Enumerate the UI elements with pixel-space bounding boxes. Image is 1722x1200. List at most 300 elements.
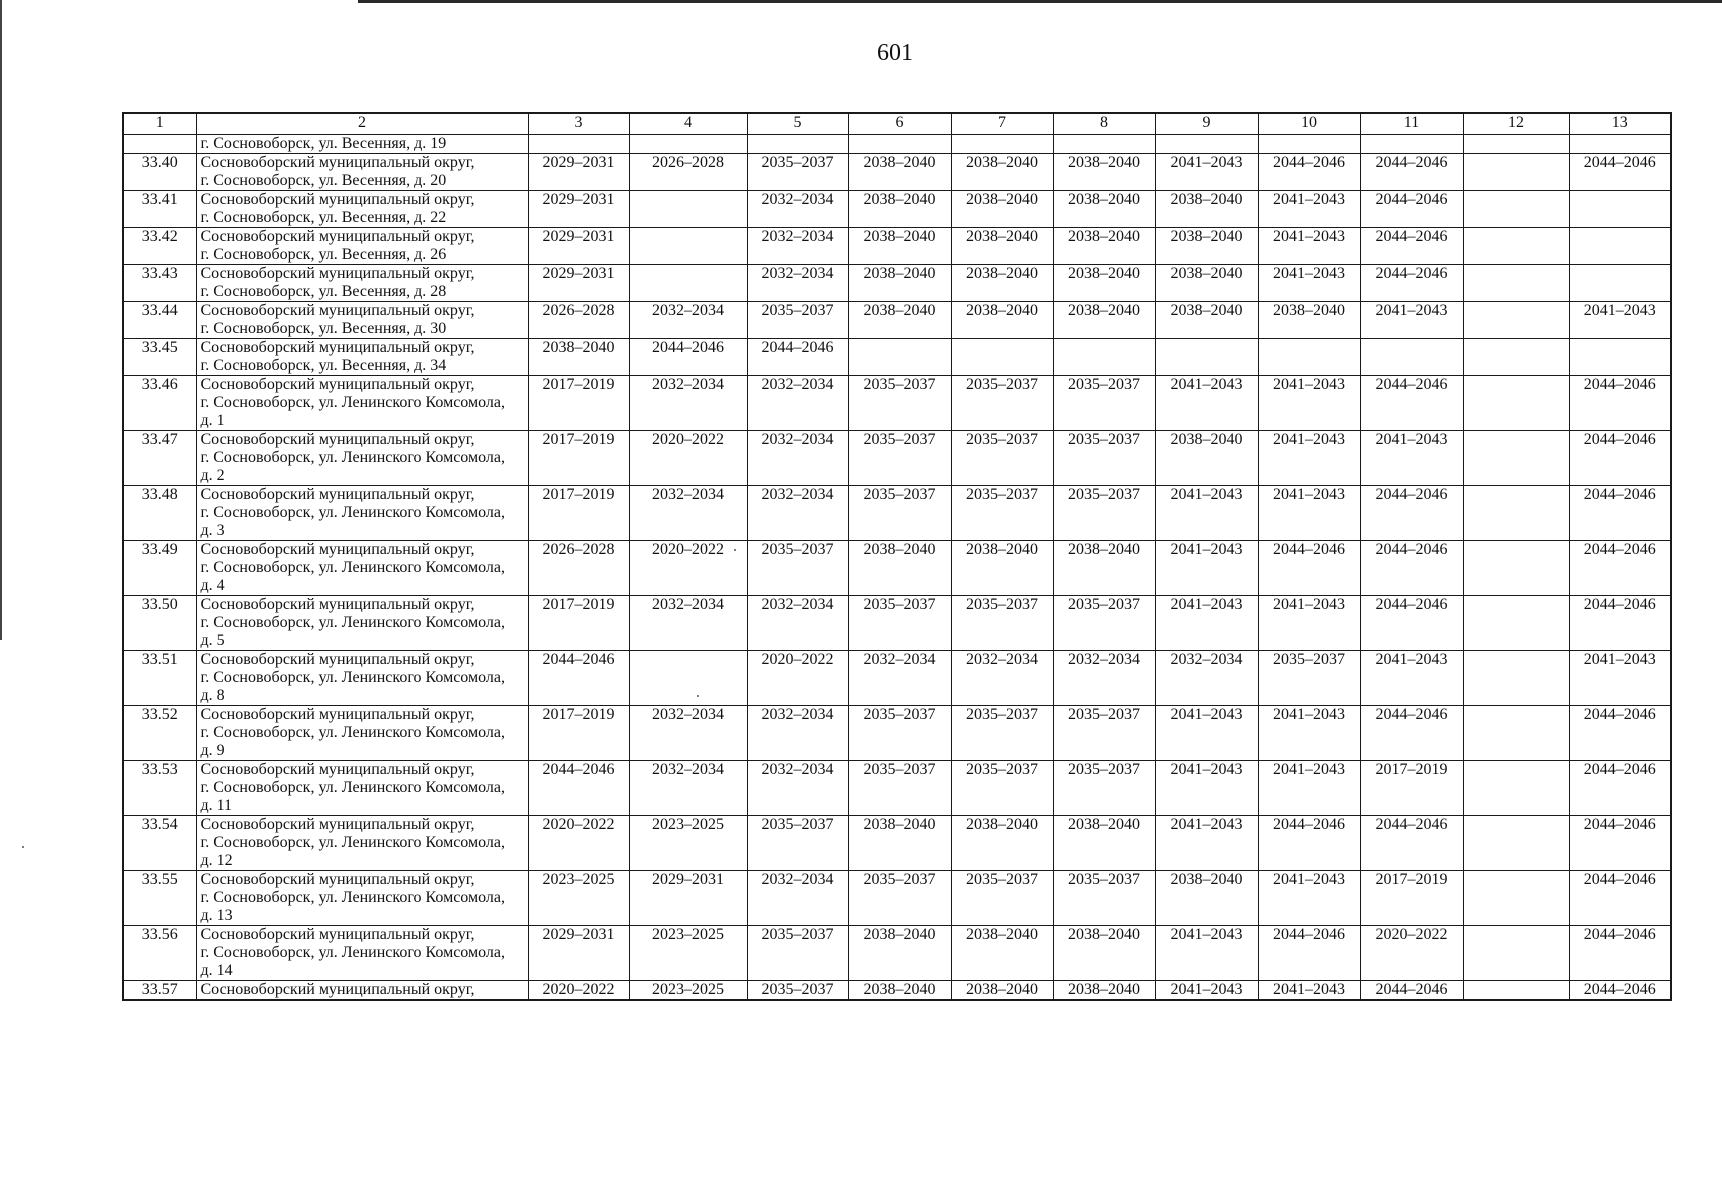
schedule-table <box>122 112 1672 1001</box>
period-cell: 2044–2046 <box>1360 486 1463 541</box>
table-row <box>123 302 1671 339</box>
period-cell: 2038–2040 <box>848 228 951 265</box>
address-line: Сосновоборский муниципальный округ, <box>200 541 475 558</box>
period-cell: 2032–2034 <box>747 761 848 816</box>
period-cell: 2023–2025 <box>528 871 629 926</box>
period-cell: 2032–2034 <box>747 596 848 651</box>
column-header: 9 <box>1155 113 1258 135</box>
period-cell: 2035–2037 <box>848 761 951 816</box>
address-cell <box>196 596 528 651</box>
period-cell: 2032–2034 <box>747 706 848 761</box>
address-line: г. Сосновоборск, ул. Ленинского Комсомола, <box>200 394 505 411</box>
period-cell: 2032–2034 <box>1053 651 1155 706</box>
period-cell <box>1463 431 1569 486</box>
period-cell: 2044–2046 <box>1569 706 1671 761</box>
address-line: Сосновоборский муниципальный округ, <box>200 376 475 393</box>
period-cell <box>629 135 747 154</box>
period-cell <box>629 651 747 706</box>
address-cell <box>196 265 528 302</box>
period-cell <box>1463 154 1569 191</box>
row-number-cell: 33.55 <box>123 871 196 926</box>
period-cell: 2038–2040 <box>1155 431 1258 486</box>
address-cell <box>196 981 528 1001</box>
period-cell <box>951 339 1053 376</box>
period-cell: 2044–2046 <box>1569 926 1671 981</box>
period-cell: 2041–2043 <box>1360 651 1463 706</box>
period-cell: 2041–2043 <box>1155 816 1258 871</box>
period-cell: 2041–2043 <box>1258 871 1360 926</box>
address-cell <box>196 302 528 339</box>
period-cell: 2038–2040 <box>1053 981 1155 1001</box>
period-cell: 2035–2037 <box>1258 651 1360 706</box>
period-cell: 2023–2025 <box>629 981 747 1001</box>
period-cell: 2041–2043 <box>1155 706 1258 761</box>
address-line: г. Сосновоборск, ул. Весенняя, д. 22 <box>200 209 447 226</box>
address-line: Сосновоборский муниципальный округ, <box>200 706 475 723</box>
period-cell: 2035–2037 <box>848 706 951 761</box>
period-cell: 2044–2046 <box>1258 816 1360 871</box>
address-line: г. Сосновоборск, ул. Ленинского Комсомола, <box>200 669 505 686</box>
period-cell <box>1463 926 1569 981</box>
period-cell <box>1463 302 1569 339</box>
address-line: Сосновоборский муниципальный округ, <box>200 486 475 503</box>
period-cell: 2044–2046 <box>528 651 629 706</box>
period-cell <box>1463 376 1569 431</box>
row-number-cell: 33.45 <box>123 339 196 376</box>
period-cell: 2026–2028 <box>528 541 629 596</box>
address-line: г. Сосновоборск, ул. Весенняя, д. 30 <box>200 320 447 337</box>
row-number-cell: 33.41 <box>123 191 196 228</box>
period-cell: 2041–2043 <box>1155 596 1258 651</box>
row-number-cell: 33.53 <box>123 761 196 816</box>
period-cell: 2038–2040 <box>848 926 951 981</box>
column-header: 10 <box>1258 113 1360 135</box>
period-cell <box>1053 135 1155 154</box>
period-cell: 2038–2040 <box>1053 926 1155 981</box>
period-cell <box>1569 191 1671 228</box>
period-cell: 2038–2040 <box>1053 302 1155 339</box>
period-cell <box>1258 135 1360 154</box>
period-cell <box>1569 135 1671 154</box>
period-cell: 2038–2040 <box>951 154 1053 191</box>
period-cell: 2032–2034 <box>848 651 951 706</box>
period-cell: 2038–2040 <box>951 265 1053 302</box>
row-number-cell: 33.40 <box>123 154 196 191</box>
address-cell <box>196 191 528 228</box>
row-number-cell: 33.43 <box>123 265 196 302</box>
address-line: Сосновоборский муниципальный округ, <box>200 191 475 208</box>
period-cell: 2038–2040 <box>848 265 951 302</box>
period-cell: 2038–2040 <box>951 926 1053 981</box>
period-cell: 2044–2046 <box>1360 376 1463 431</box>
address-line: г. Сосновоборск, ул. Весенняя, д. 34 <box>200 357 447 374</box>
period-cell <box>1463 651 1569 706</box>
address-line: Сосновоборский муниципальный округ, <box>200 761 475 778</box>
period-cell: 2044–2046 <box>1569 816 1671 871</box>
address-line: г. Сосновоборск, ул. Весенняя, д. 26 <box>200 246 447 263</box>
row-number-cell <box>123 135 196 154</box>
period-cell: 2044–2046 <box>747 339 848 376</box>
period-cell: 2020–2022 <box>1360 926 1463 981</box>
period-cell <box>1463 339 1569 376</box>
period-cell: 2017–2019 <box>528 596 629 651</box>
address-line: г. Сосновоборск, ул. Весенняя, д. 19 <box>200 135 447 152</box>
period-cell: 2041–2043 <box>1155 376 1258 431</box>
row-number-cell: 33.54 <box>123 816 196 871</box>
row-number-cell: 33.51 <box>123 651 196 706</box>
period-cell <box>1463 135 1569 154</box>
address-line: Сосновоборский муниципальный округ, <box>200 228 475 245</box>
period-cell <box>1155 135 1258 154</box>
period-cell: 2038–2040 <box>848 191 951 228</box>
period-cell: 2032–2034 <box>629 376 747 431</box>
period-cell <box>1463 486 1569 541</box>
period-cell: 2035–2037 <box>747 154 848 191</box>
period-cell: 2038–2040 <box>1053 816 1155 871</box>
column-header: 4 <box>629 113 747 135</box>
period-cell: 2017–2019 <box>528 376 629 431</box>
period-cell: 2032–2034 <box>1155 651 1258 706</box>
address-cell <box>196 761 528 816</box>
address-line: д. 8 <box>200 687 225 704</box>
period-cell: 2035–2037 <box>1053 431 1155 486</box>
address-line: Сосновоборский муниципальный округ, <box>200 871 475 888</box>
column-header: 1 <box>123 113 196 135</box>
period-cell: 2017–2019 <box>528 486 629 541</box>
period-cell: 2029–2031 <box>528 926 629 981</box>
period-cell: 2041–2043 <box>1569 302 1671 339</box>
address-cell <box>196 816 528 871</box>
table-row <box>123 761 1671 816</box>
period-cell <box>1463 706 1569 761</box>
address-line: г. Сосновоборск, ул. Весенняя, д. 28 <box>200 283 447 300</box>
address-cell <box>196 926 528 981</box>
period-cell: 2035–2037 <box>1053 761 1155 816</box>
period-cell: 2026–2028 <box>629 154 747 191</box>
period-cell: 2038–2040 <box>951 541 1053 596</box>
period-cell: 2038–2040 <box>528 339 629 376</box>
address-line: г. Сосновоборск, ул. Ленинского Комсомола, <box>200 944 505 961</box>
period-cell: 2035–2037 <box>848 376 951 431</box>
period-cell: 2044–2046 <box>1360 981 1463 1001</box>
period-cell: 2023–2025 <box>629 926 747 981</box>
address-line: г. Сосновоборск, ул. Ленинского Комсомола, <box>200 449 505 466</box>
period-cell <box>1463 265 1569 302</box>
period-cell <box>1569 228 1671 265</box>
period-cell: 2017–2019 <box>1360 871 1463 926</box>
period-cell: 2038–2040 <box>1053 154 1155 191</box>
period-cell <box>1463 871 1569 926</box>
column-header: 13 <box>1569 113 1671 135</box>
table-row <box>123 191 1671 228</box>
period-cell: 2044–2046 <box>1569 871 1671 926</box>
period-cell <box>1463 228 1569 265</box>
period-cell: 2038–2040 <box>848 541 951 596</box>
period-cell: 2038–2040 <box>1155 265 1258 302</box>
period-cell: 2038–2040 <box>951 981 1053 1001</box>
page-number: 601 <box>877 40 913 66</box>
address-cell <box>196 871 528 926</box>
period-cell: 2032–2034 <box>747 265 848 302</box>
period-cell: 2038–2040 <box>1053 228 1155 265</box>
period-cell: 2035–2037 <box>848 431 951 486</box>
period-cell: 2032–2034 <box>951 651 1053 706</box>
column-header: 7 <box>951 113 1053 135</box>
period-cell: 2041–2043 <box>1569 651 1671 706</box>
table-row <box>123 541 1671 596</box>
address-line: д. 1 <box>200 412 225 429</box>
period-cell: 2035–2037 <box>1053 376 1155 431</box>
address-line: Сосновоборский муниципальный округ, <box>200 981 475 998</box>
address-line: г. Сосновоборск, ул. Ленинского Комсомола, <box>200 889 505 906</box>
period-cell: 2032–2034 <box>629 706 747 761</box>
period-cell: 2032–2034 <box>747 871 848 926</box>
period-cell: 2020–2022 <box>747 651 848 706</box>
row-number-cell: 33.50 <box>123 596 196 651</box>
address-cell <box>196 339 528 376</box>
period-cell: 2044–2046 <box>1569 486 1671 541</box>
address-line: д. 12 <box>200 852 233 869</box>
row-number-cell: 33.57 <box>123 981 196 1001</box>
address-line: Сосновоборский муниципальный округ, <box>200 816 475 833</box>
address-cell <box>196 706 528 761</box>
address-cell <box>196 154 528 191</box>
period-cell: 2035–2037 <box>848 871 951 926</box>
column-header: 11 <box>1360 113 1463 135</box>
period-cell: 2035–2037 <box>1053 486 1155 541</box>
address-line: д. 2 <box>200 467 225 484</box>
table-header-row <box>123 113 1671 135</box>
period-cell: 2041–2043 <box>1258 761 1360 816</box>
address-cell <box>196 651 528 706</box>
address-line: д. 4 <box>200 577 225 594</box>
table-row <box>123 706 1671 761</box>
period-cell <box>951 135 1053 154</box>
period-cell: 2035–2037 <box>1053 596 1155 651</box>
period-cell: 2044–2046 <box>1569 541 1671 596</box>
address-cell <box>196 135 528 154</box>
period-cell <box>1360 135 1463 154</box>
period-cell: 2035–2037 <box>747 302 848 339</box>
address-line: г. Сосновоборск, ул. Весенняя, д. 20 <box>200 172 447 189</box>
address-line: Сосновоборский муниципальный округ, <box>200 265 475 282</box>
period-cell: 2038–2040 <box>1155 228 1258 265</box>
period-cell: 2041–2043 <box>1155 154 1258 191</box>
table-row <box>123 376 1671 431</box>
period-cell: 2041–2043 <box>1155 486 1258 541</box>
address-line: д. 14 <box>200 962 233 979</box>
period-cell: 2044–2046 <box>1258 541 1360 596</box>
row-number-cell: 33.47 <box>123 431 196 486</box>
table-row <box>123 486 1671 541</box>
period-cell: 2035–2037 <box>951 761 1053 816</box>
address-line: д. 5 <box>200 632 225 649</box>
table-row <box>123 596 1671 651</box>
row-number-cell: 33.49 <box>123 541 196 596</box>
column-header: 5 <box>747 113 848 135</box>
period-cell <box>1463 191 1569 228</box>
period-cell: 2032–2034 <box>629 761 747 816</box>
period-cell <box>848 339 951 376</box>
address-line: Сосновоборский муниципальный округ, <box>200 302 475 319</box>
row-number-cell: 33.56 <box>123 926 196 981</box>
period-cell: 2017–2019 <box>528 431 629 486</box>
period-cell: 2044–2046 <box>1360 265 1463 302</box>
period-cell: 2038–2040 <box>1155 871 1258 926</box>
column-header: 6 <box>848 113 951 135</box>
period-cell: 2044–2046 <box>1360 541 1463 596</box>
address-line: д. 3 <box>200 522 225 539</box>
period-cell: 2035–2037 <box>747 926 848 981</box>
period-cell: 2035–2037 <box>951 431 1053 486</box>
period-cell: 2035–2037 <box>951 596 1053 651</box>
period-cell <box>629 228 747 265</box>
address-line: д. 11 <box>200 797 233 814</box>
period-cell: 2020–2022 <box>528 816 629 871</box>
address-line: д. 13 <box>200 907 233 924</box>
table-row <box>123 926 1671 981</box>
period-cell: 2032–2034 <box>629 486 747 541</box>
period-cell: 2041–2043 <box>1258 981 1360 1001</box>
period-cell <box>1463 761 1569 816</box>
period-cell: 2035–2037 <box>747 981 848 1001</box>
column-header: 2 <box>196 113 528 135</box>
period-cell: 2044–2046 <box>1569 154 1671 191</box>
address-cell <box>196 228 528 265</box>
period-cell: 2044–2046 <box>1569 981 1671 1001</box>
period-cell: 2041–2043 <box>1155 541 1258 596</box>
scan-top-border <box>358 0 1722 3</box>
period-cell <box>1463 816 1569 871</box>
period-cell: 2044–2046 <box>1569 431 1671 486</box>
period-cell: 2029–2031 <box>528 228 629 265</box>
period-cell: 2041–2043 <box>1258 265 1360 302</box>
period-cell: 2038–2040 <box>848 154 951 191</box>
period-cell: 2035–2037 <box>747 541 848 596</box>
period-cell: 2044–2046 <box>1360 228 1463 265</box>
table-row <box>123 135 1671 154</box>
period-cell: 2032–2034 <box>747 376 848 431</box>
column-header: 3 <box>528 113 629 135</box>
period-cell: 2032–2034 <box>747 431 848 486</box>
address-line: г. Сосновоборск, ул. Ленинского Комсомола, <box>200 614 505 631</box>
period-cell: 2038–2040 <box>1155 191 1258 228</box>
period-cell: 2032–2034 <box>747 486 848 541</box>
period-cell: 2041–2043 <box>1258 706 1360 761</box>
period-cell: 2041–2043 <box>1155 761 1258 816</box>
period-cell: 2044–2046 <box>1258 154 1360 191</box>
period-cell: 2038–2040 <box>1053 191 1155 228</box>
row-number-cell: 33.44 <box>123 302 196 339</box>
period-cell: 2035–2037 <box>951 486 1053 541</box>
period-cell: 2035–2037 <box>747 816 848 871</box>
period-cell <box>848 135 951 154</box>
period-cell: 2029–2031 <box>629 871 747 926</box>
table-row <box>123 816 1671 871</box>
period-cell: 2032–2034 <box>747 191 848 228</box>
address-line: Сосновоборский муниципальный округ, <box>200 926 475 943</box>
address-line: Сосновоборский муниципальный округ, <box>200 431 475 448</box>
period-cell: 2020–2022 <box>629 431 747 486</box>
period-cell: 2044–2046 <box>1569 376 1671 431</box>
period-cell: 2041–2043 <box>1360 302 1463 339</box>
table-row <box>123 228 1671 265</box>
scan-speck <box>22 846 24 848</box>
table-row <box>123 339 1671 376</box>
period-cell <box>1053 339 1155 376</box>
period-cell: 2038–2040 <box>951 302 1053 339</box>
address-cell <box>196 376 528 431</box>
period-cell <box>1569 339 1671 376</box>
period-cell <box>1463 596 1569 651</box>
period-cell: 2038–2040 <box>848 981 951 1001</box>
scan-left-border <box>0 0 2 640</box>
period-cell: 2038–2040 <box>951 228 1053 265</box>
period-cell: 2020–2022 <box>629 541 747 596</box>
period-cell: 2041–2043 <box>1258 228 1360 265</box>
period-cell <box>1155 339 1258 376</box>
address-line: г. Сосновоборск, ул. Ленинского Комсомола, <box>200 724 505 741</box>
period-cell: 2041–2043 <box>1155 926 1258 981</box>
column-header: 12 <box>1463 113 1569 135</box>
period-cell <box>1360 339 1463 376</box>
period-cell: 2041–2043 <box>1258 376 1360 431</box>
address-line: г. Сосновоборск, ул. Ленинского Комсомола, <box>200 834 505 851</box>
period-cell: 2029–2031 <box>528 191 629 228</box>
period-cell <box>747 135 848 154</box>
address-line: г. Сосновоборск, ул. Ленинского Комсомола, <box>200 559 505 576</box>
period-cell: 2017–2019 <box>1360 761 1463 816</box>
period-cell: 2029–2031 <box>528 154 629 191</box>
period-cell: 2044–2046 <box>1360 191 1463 228</box>
table-body <box>123 135 1671 1001</box>
period-cell: 2038–2040 <box>1258 302 1360 339</box>
period-cell: 2038–2040 <box>951 816 1053 871</box>
period-cell: 2020–2022 <box>528 981 629 1001</box>
period-cell <box>629 191 747 228</box>
table-row <box>123 981 1671 1001</box>
period-cell: 2017–2019 <box>528 706 629 761</box>
period-cell: 2041–2043 <box>1258 431 1360 486</box>
period-cell: 2038–2040 <box>951 191 1053 228</box>
period-cell: 2044–2046 <box>528 761 629 816</box>
period-cell: 2038–2040 <box>1053 541 1155 596</box>
address-cell <box>196 431 528 486</box>
period-cell: 2023–2025 <box>629 816 747 871</box>
column-header: 8 <box>1053 113 1155 135</box>
period-cell: 2026–2028 <box>528 302 629 339</box>
address-cell <box>196 486 528 541</box>
table-row <box>123 431 1671 486</box>
period-cell: 2035–2037 <box>951 871 1053 926</box>
period-cell: 2035–2037 <box>848 596 951 651</box>
period-cell <box>1463 981 1569 1001</box>
period-cell: 2038–2040 <box>848 816 951 871</box>
row-number-cell: 33.52 <box>123 706 196 761</box>
row-number-cell: 33.48 <box>123 486 196 541</box>
period-cell: 2044–2046 <box>629 339 747 376</box>
address-line: Сосновоборский муниципальный округ, <box>200 154 475 171</box>
period-cell: 2041–2043 <box>1258 191 1360 228</box>
period-cell: 2041–2043 <box>1258 486 1360 541</box>
period-cell: 2029–2031 <box>528 265 629 302</box>
period-cell: 2041–2043 <box>1360 431 1463 486</box>
period-cell: 2038–2040 <box>1155 302 1258 339</box>
period-cell <box>1258 339 1360 376</box>
table-row <box>123 154 1671 191</box>
period-cell <box>528 135 629 154</box>
period-cell <box>1569 265 1671 302</box>
